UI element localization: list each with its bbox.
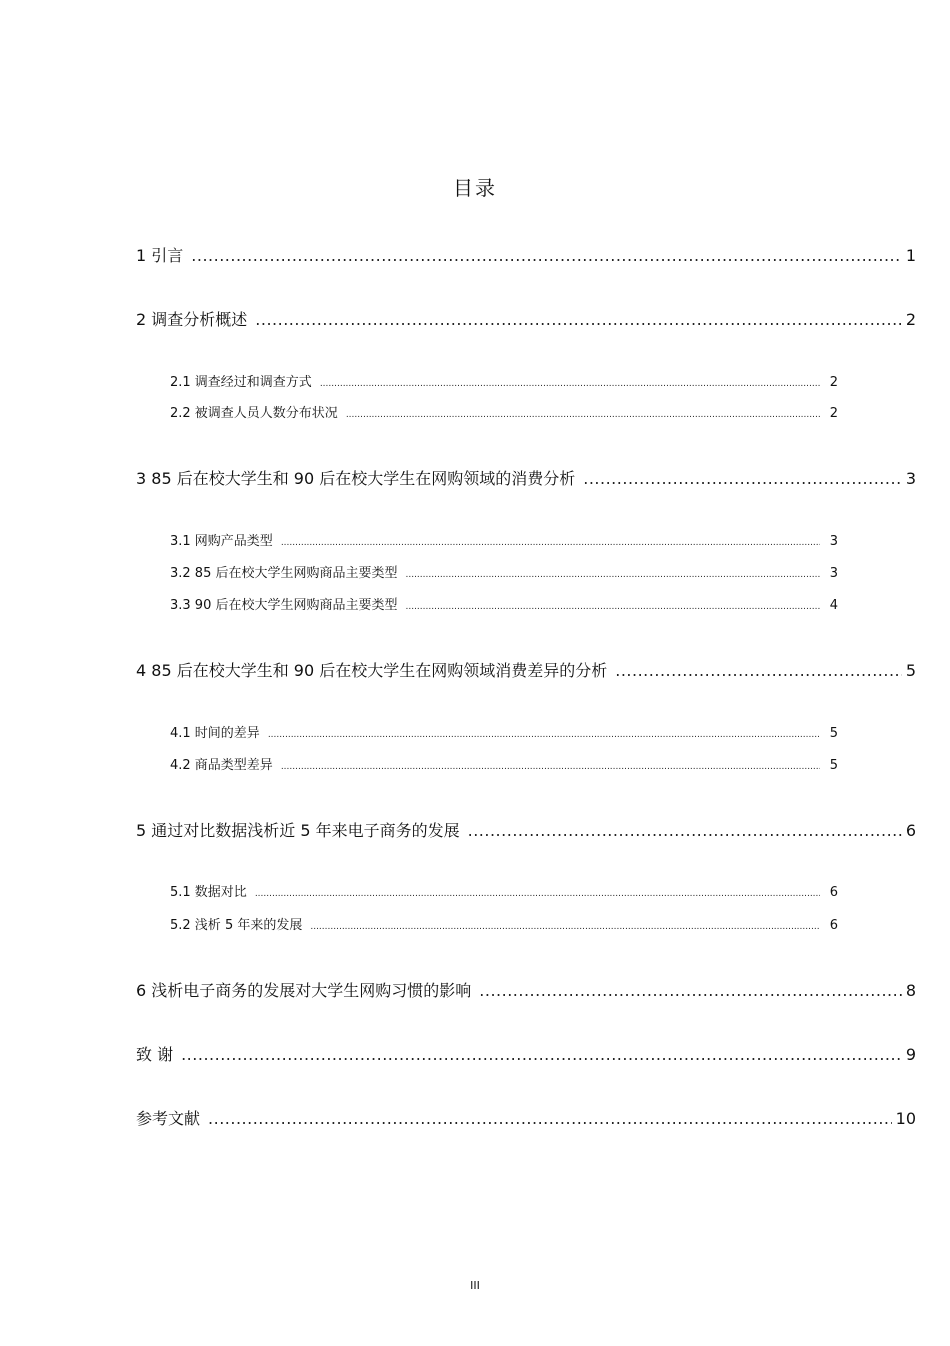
toc-entry-label: 2 调查分析概述 <box>136 310 248 329</box>
toc-leader-dots <box>281 538 820 548</box>
toc-entry-page: 4 <box>829 598 838 613</box>
toc-entry-page: 5 <box>905 661 916 680</box>
toc-entry-label: 4.2 商品类型差异 <box>170 758 273 773</box>
toc-entry-page: 2 <box>829 375 838 390</box>
toc-entry-label: 4 85 后在校大学生和 90 后在校大学生在网购领域消费差异的分析 <box>136 661 608 680</box>
toc-entry-page: 3 <box>829 534 838 549</box>
toc-leader-dots <box>479 981 902 1000</box>
toc-leader-dots <box>255 889 820 899</box>
toc-entry-label: 5.2 浅析 5 年来的发展 <box>170 918 303 933</box>
toc-leader-dots <box>346 410 820 420</box>
toc-entry-label: 3.3 90 后在校大学生网购商品主要类型 <box>170 598 398 613</box>
toc-entry[interactable] <box>136 243 916 266</box>
toc-subentry[interactable] <box>170 371 838 390</box>
toc-entry-page: 3 <box>905 469 916 488</box>
toc-entry-page: 3 <box>829 566 838 581</box>
toc-entry-label: 参考文献 <box>136 1109 201 1128</box>
toc-leader-dots <box>281 762 820 772</box>
toc-entry-page: 8 <box>905 981 916 1000</box>
toc-entry-page: 5 <box>829 758 838 773</box>
toc-leader-dots <box>255 310 902 329</box>
toc-entry-page: 2 <box>905 310 916 329</box>
toc-entry-label: 2.2 被调查人员人数分布状况 <box>170 406 338 421</box>
toc-entry-page: 9 <box>905 1045 916 1064</box>
toc-entry-label: 6 浅析电子商务的发展对大学生网购习惯的影响 <box>136 981 472 1000</box>
toc-leader-dots <box>320 379 820 389</box>
toc-entry-page: 1 <box>905 246 916 265</box>
toc-subentry[interactable] <box>170 594 838 613</box>
toc-leader-dots <box>583 469 902 488</box>
toc-leader-dots <box>268 730 820 740</box>
toc-subentry[interactable] <box>170 402 838 421</box>
toc-entry[interactable] <box>136 1042 916 1065</box>
toc-entry-label: 4.1 时间的差异 <box>170 726 260 741</box>
toc-entry[interactable] <box>136 466 916 489</box>
toc-entry-page: 6 <box>905 821 916 840</box>
toc-subentry[interactable] <box>170 562 838 581</box>
toc-entry-label: 3 85 后在校大学生和 90 后在校大学生在网购领域的消费分析 <box>136 469 576 488</box>
page-number: III <box>470 1279 480 1292</box>
toc-entry-label: 2.1 调查经过和调查方式 <box>170 375 312 390</box>
toc-entry-label: 致 谢 <box>136 1045 174 1064</box>
toc-entry-label: 3.1 网购产品类型 <box>170 534 273 549</box>
toc-entry-label: 5.1 数据对比 <box>170 885 247 900</box>
toc-leader-dots <box>208 1109 892 1128</box>
toc-entry-page: 2 <box>829 406 838 421</box>
toc-subentry[interactable] <box>170 722 838 741</box>
toc-subentry[interactable] <box>170 881 838 900</box>
toc-entry[interactable] <box>136 1106 916 1129</box>
toc-entry-label: 3.2 85 后在校大学生网购商品主要类型 <box>170 566 398 581</box>
toc-leader-dots <box>310 922 819 932</box>
toc-leader-dots <box>615 661 902 680</box>
toc-entry-page: 5 <box>829 726 838 741</box>
toc-entry-label: 5 通过对比数据浅析近 5 年来电子商务的发展 <box>136 821 460 840</box>
toc-subentry[interactable] <box>170 530 838 549</box>
toc-entry[interactable] <box>136 818 916 841</box>
toc-leader-dots <box>191 246 902 265</box>
toc-leader-dots <box>405 570 819 580</box>
toc-entry-page: 6 <box>829 885 838 900</box>
toc-entry[interactable] <box>136 307 916 330</box>
toc-subentry[interactable] <box>170 914 838 933</box>
toc-entry[interactable] <box>136 658 916 681</box>
toc-entry-page: 10 <box>895 1109 916 1128</box>
toc-entry[interactable] <box>136 978 916 1001</box>
toc-entry-label: 1 引言 <box>136 246 184 265</box>
toc-leader-dots <box>405 602 819 612</box>
toc-entry-page: 6 <box>829 918 838 933</box>
toc-leader-dots <box>181 1045 902 1064</box>
page-title: 目录 <box>453 176 497 200</box>
toc-leader-dots <box>468 821 902 840</box>
toc-subentry[interactable] <box>170 754 838 773</box>
